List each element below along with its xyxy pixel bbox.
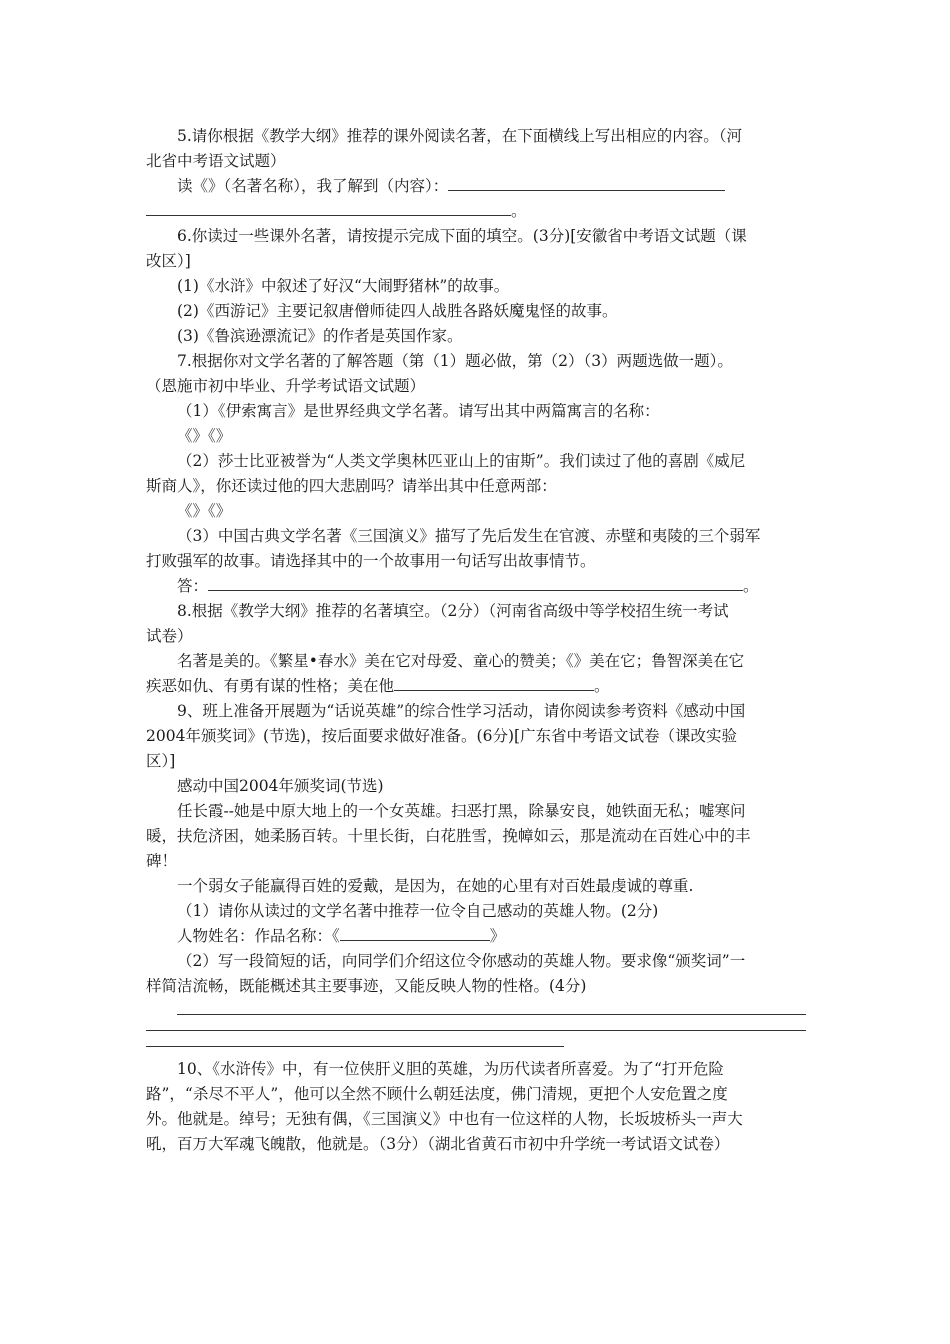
q9-sub: 样简洁流畅，既能概述其主要事迹，又能反映人物的性格。(4分) — [146, 977, 587, 995]
q5-answer-blank-2[interactable] — [146, 201, 511, 216]
q5-end: 。 — [511, 202, 527, 220]
q5-answer-line — [146, 174, 806, 199]
q8-line: 8.根据《教学大纲》推荐的名著填空。（2分）（河南省高级中等学校招生统一考试 — [177, 602, 729, 620]
q9-line: 9、班上准备开展题为“话说英雄”的综合性学习活动，请你阅读参考资料《感动中国 — [177, 702, 746, 720]
q7-line: （恩施市初中毕业、升学考试语文试题） — [146, 377, 426, 395]
q10-line: 10、《水浒传》中，有一位侠肝义胆的英雄，为历代读者所喜爱。为了“打开危险 — [177, 1060, 724, 1078]
q9-fill-close: 》 — [489, 927, 506, 945]
q9-line: 区）] — [146, 752, 176, 770]
q7-answer-blank[interactable] — [208, 576, 743, 591]
q9-reference-text: 一个弱女子能赢得百姓的爱戴，是因为，在她的心里有对百姓最虔诚的尊重. — [177, 877, 694, 895]
q5-answer-line-2 — [146, 199, 806, 224]
q9-reference-title: 感动中国2004年颁奖词(节选) — [177, 777, 384, 795]
q9-answer-rule[interactable] — [146, 1045, 564, 1047]
q9-work-blank[interactable] — [340, 926, 490, 941]
q7-sub: （2）莎士比亚被誉为“人类文学奥林匹亚山上的宙斯”。我们读过了他的喜剧《威尼 — [177, 452, 746, 470]
q6-item: (3)《鲁滨逊漂流记》的作者是英国作家。 — [177, 327, 463, 345]
q9-reference-text: 暖，扶危济困，她柔肠百转。十里长街，白花胜雪，挽幛如云，那是流动在百姓心中的丰 — [146, 827, 751, 845]
q10-line: 路”，“杀尽不平人”，他可以全然不顾什么朝廷法度，佛门清规，更把个人安危置之度 — [146, 1085, 728, 1103]
q6-item: (2)《西游记》主要记叙唐僧师徒四人战胜各路妖魔鬼怪的故事。 — [177, 302, 618, 320]
q5-line: 北省中考语文试题） — [146, 152, 286, 170]
q7-sub-answer: 《》《》 — [177, 427, 232, 445]
q7-sub: （3）中国古典文学名著《三国演义》描写了先后发生在官渡、赤壁和夷陵的三个弱军 — [177, 527, 761, 545]
q8-answer-blank[interactable] — [394, 676, 594, 691]
q6-item: (1)《水浒》中叙述了好汉“大闹野猪林”的故事。 — [177, 277, 510, 295]
document-page — [146, 124, 806, 1157]
q8-text: 疾恶如仇、有勇有谋的性格；美在他 — [146, 677, 395, 695]
q6-line: 6.你读过一些课外名著，请按提示完成下面的填空。(3分)[安徽省中考语文试题（课 — [177, 227, 747, 245]
q8-line: 试卷） — [146, 627, 193, 645]
q7-sub-answer: 《》《》 — [177, 502, 232, 520]
q8-end: 。 — [594, 677, 610, 695]
q7-sub: （1）《伊索寓言》是世界经典文学名著。请写出其中两篇寓言的名称： — [177, 402, 660, 420]
q8-fill-line — [146, 674, 806, 699]
q7-sub: 打败强军的故事。请选择其中的一个故事用一句话写出故事情节。 — [146, 552, 596, 570]
q10-line: 外。他就是。绰号；无独有偶，《三国演义》中也有一位这样的人物，长坂坡桥头一声大 — [146, 1110, 743, 1128]
q5-prompt: 读《》（名著名称），我了解到（内容）： — [177, 177, 449, 195]
q9-sub: （2）写一段简短的话，向同学们介绍这位令你感动的英雄人物。要求像“颁奖词”一 — [177, 952, 746, 970]
q9-answer-rule[interactable] — [177, 1013, 806, 1015]
q7-answer-label: 答： — [177, 577, 209, 595]
q9-reference-text: 任长霞--她是中原大地上的一个女英雄。扫恶打黑，除暴安良，她铁面无私；嘘寒问 — [177, 802, 746, 820]
q10-line: 吼，百万大军魂飞魄散，他就是。（3分）（湖北省黄石市初中升学统一考试语文试卷） — [146, 1135, 730, 1153]
q7-line: 7.根据你对文学名著的了解答题（第（1）题必做，第（2）（3）两题选做一题）。 — [177, 352, 733, 370]
q7-answer-line — [146, 574, 806, 599]
q9-fill-line — [146, 924, 806, 949]
q7-answer-end: 。 — [743, 577, 759, 595]
q5-answer-blank[interactable] — [448, 176, 725, 191]
q9-answer-rule[interactable] — [146, 1029, 806, 1031]
q9-sub: （1）请你从读过的文学名著中推荐一位令自己感动的英雄人物。(2分) — [177, 902, 659, 920]
q7-sub: 斯商人》，你还读过他的四大悲剧吗？请举出其中任意两部： — [146, 477, 557, 495]
q6-line: 改区）] — [146, 252, 191, 270]
q9-line: 2004年颁奖词》(节选)，按后面要求做好准备。(6分)[广东省中考语文试卷（课改实验 — [146, 727, 738, 745]
q9-fill-label: 人物姓名：作品名称：《 — [177, 927, 340, 945]
q9-reference-text: 碑！ — [146, 852, 178, 870]
q8-line: 名著是美的。《繁星•春水》美在它对母爱、童心的赞美；《》美在它；鲁智深美在它 — [177, 652, 745, 670]
q5-line: 5.请你根据《教学大纲》推荐的课外阅读名著，在下面横线上写出相应的内容。（河 — [177, 127, 743, 145]
